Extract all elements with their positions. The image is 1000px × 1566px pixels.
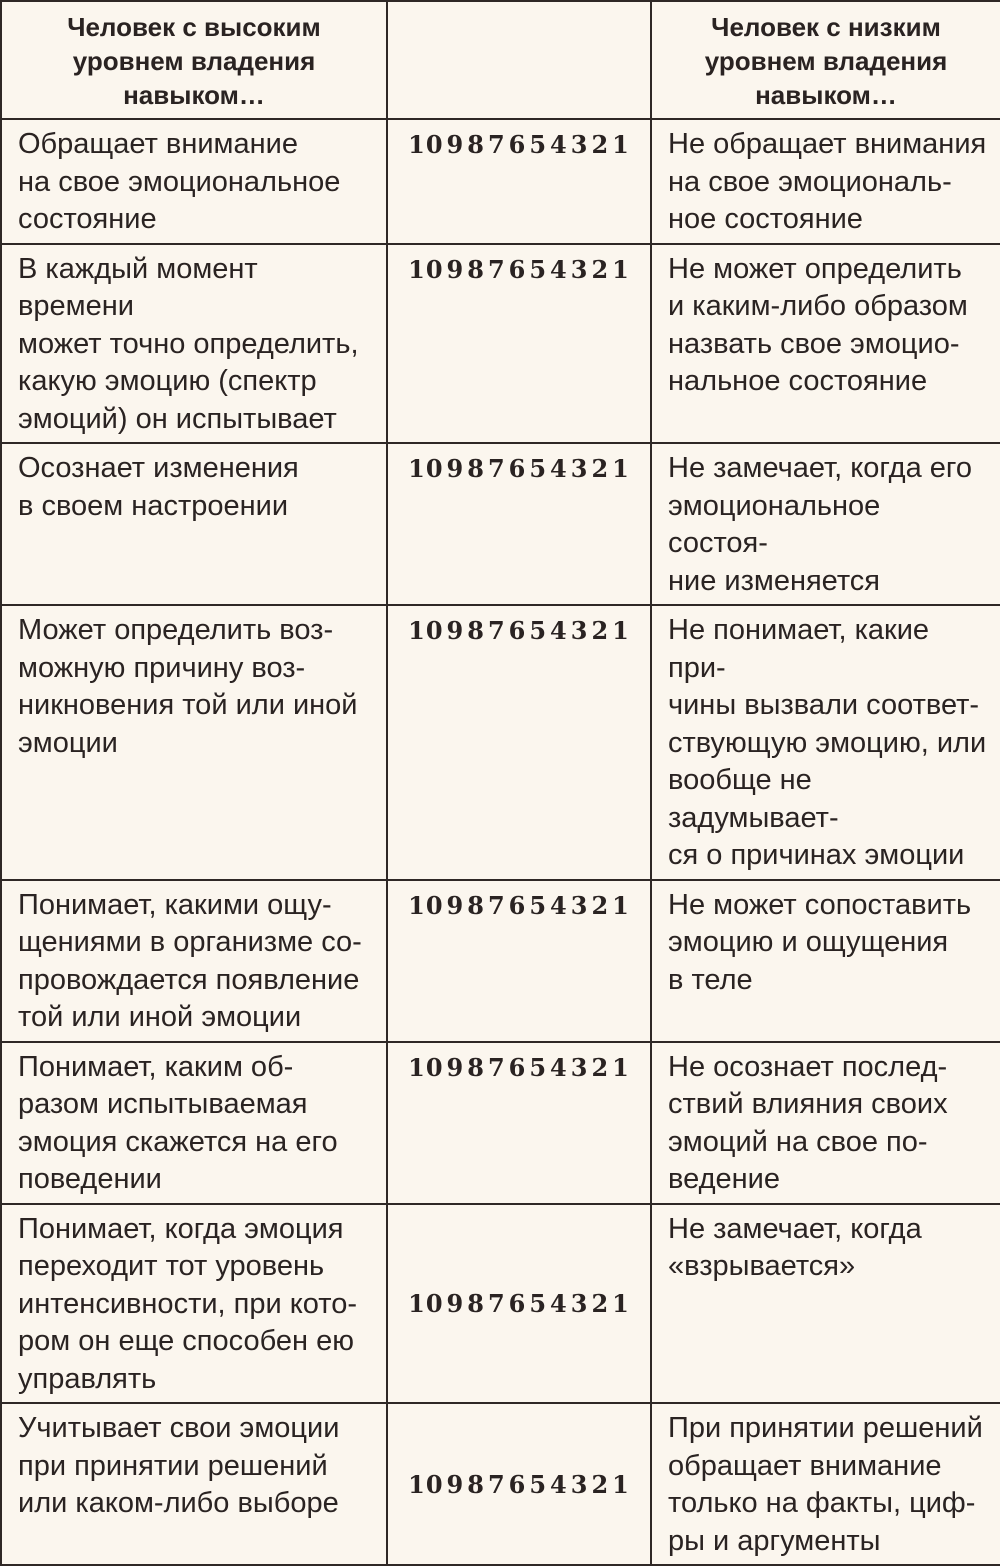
scale-value[interactable]: 8 (467, 254, 485, 284)
scale-value[interactable]: 5 (529, 890, 548, 920)
scale-value[interactable]: 7 (487, 1288, 506, 1318)
header-low-skill: Человек с низким уровнем владения навыком… (651, 1, 1000, 119)
scale-value[interactable]: 1 (612, 130, 630, 159)
scale-value[interactable]: 7 (487, 130, 506, 159)
scale-value[interactable]: 4 (550, 454, 568, 483)
scale-value[interactable]: 8 (467, 1288, 485, 1318)
scale-value[interactable]: 6 (508, 130, 527, 159)
rating-scale[interactable] (387, 880, 651, 1042)
scale-value[interactable]: 2 (591, 890, 610, 920)
low-skill-description: Не может сопоставить эмоцию и ощущения в теле (651, 880, 1000, 1042)
rating-scale[interactable] (387, 1042, 651, 1204)
scale-value[interactable]: 1 (612, 1288, 630, 1318)
table-row (1, 880, 1000, 1042)
scale-value[interactable]: 3 (570, 1288, 589, 1318)
rating-scale[interactable] (387, 1204, 651, 1404)
high-skill-description: Понимает, какими ощу- щениями в организме со- провождается появление той или иной эмоции (1, 880, 387, 1042)
scale-value[interactable]: 7 (487, 616, 506, 645)
scale-value[interactable]: 8 (467, 616, 485, 645)
scale-value[interactable]: 5 (529, 616, 548, 645)
table-row (1, 244, 1000, 444)
scale-value[interactable]: 4 (550, 890, 568, 920)
low-skill-description: Не осознает послед- ствий влияния своих эмоций на свое по- ведение (651, 1042, 1000, 1204)
low-skill-description: Не замечает, когда его эмоциональное состоя- ние изменяется (651, 443, 1000, 605)
scale-value[interactable]: 3 (570, 616, 589, 645)
scale-value[interactable]: 1 (612, 454, 630, 483)
scale-value[interactable]: 2 (591, 454, 610, 483)
table-row (1, 1204, 1000, 1404)
table-header-row (1, 1, 1000, 119)
table-row (1, 1042, 1000, 1204)
scale-value[interactable]: 8 (467, 1469, 485, 1499)
scale-value[interactable]: 4 (550, 1288, 568, 1318)
scale-value[interactable]: 9 (446, 254, 465, 284)
scale-value[interactable]: 10 (408, 1052, 444, 1082)
table-row (1, 119, 1000, 244)
scale-value[interactable]: 5 (529, 1288, 548, 1318)
scale-value[interactable]: 5 (529, 1469, 548, 1499)
scale-value[interactable]: 5 (529, 454, 548, 483)
scale-value[interactable]: 2 (591, 254, 610, 284)
low-skill-description: Не замечает, когда «взрывается» (651, 1204, 1000, 1404)
high-skill-description: В каждый момент времени может точно определить, какую эмоцию (спектр эмоций) он испытывает (1, 244, 387, 444)
scale-value[interactable]: 6 (508, 1288, 527, 1318)
high-skill-description: Понимает, каким об- разом испытываемая эмоция скажется на его поведении (1, 1042, 387, 1204)
scale-value[interactable]: 4 (550, 1469, 568, 1499)
scale-value[interactable]: 1 (612, 616, 630, 645)
scale-value[interactable]: 9 (446, 1469, 465, 1499)
scale-value[interactable]: 6 (508, 616, 527, 645)
scale-value[interactable]: 9 (446, 616, 465, 645)
scale-value[interactable]: 9 (446, 1288, 465, 1318)
scale-value[interactable]: 5 (529, 1052, 548, 1082)
scale-value[interactable]: 2 (591, 1469, 610, 1499)
scale-value[interactable]: 4 (550, 616, 568, 645)
scale-value[interactable]: 10 (408, 1288, 444, 1318)
rating-scale[interactable] (387, 605, 651, 880)
low-skill-description: При принятии решений обращает внимание только на факты, циф- ры и аргументы (651, 1403, 1000, 1565)
scale-value[interactable]: 9 (446, 130, 465, 159)
table-row (1, 605, 1000, 880)
scale-value[interactable]: 7 (487, 1052, 506, 1082)
scale-value[interactable]: 10 (408, 130, 444, 159)
high-skill-description: Может определить воз- можную причину воз- никновения той или иной эмоции (1, 605, 387, 880)
scale-value[interactable]: 10 (408, 890, 444, 920)
scale-value[interactable]: 5 (529, 130, 548, 159)
scale-value[interactable]: 6 (508, 1469, 527, 1499)
scale-value[interactable]: 8 (467, 454, 485, 483)
scale-value[interactable]: 2 (591, 1288, 610, 1318)
low-skill-description: Не обращает внимания на свое эмоциональ- ное состояние (651, 119, 1000, 244)
scale-value[interactable]: 7 (487, 254, 506, 284)
scale-value[interactable]: 2 (591, 616, 610, 645)
rating-scale[interactable] (387, 1403, 651, 1565)
scale-value[interactable]: 7 (487, 454, 506, 483)
scale-value[interactable]: 3 (570, 254, 589, 284)
scale-value[interactable]: 1 (612, 1052, 630, 1082)
scale-value[interactable]: 3 (570, 1052, 589, 1082)
low-skill-description: Не может определить и каким-либо образом назвать свое эмоцио- нальное состояние (651, 244, 1000, 444)
scale-value[interactable]: 10 (408, 254, 444, 284)
scale-value[interactable]: 6 (508, 254, 527, 284)
scale-value[interactable]: 9 (446, 890, 465, 920)
scale-value[interactable]: 1 (612, 254, 630, 284)
table-row (1, 1403, 1000, 1565)
scale-value[interactable]: 5 (529, 254, 548, 284)
scale-value[interactable]: 6 (508, 1052, 527, 1082)
scale-value[interactable]: 3 (570, 454, 589, 483)
header-high-skill: Человек с высоким уровнем владения навыком… (1, 1, 387, 119)
scale-value[interactable]: 4 (550, 254, 568, 284)
scale-value[interactable]: 3 (570, 1469, 589, 1499)
scale-value[interactable]: 3 (570, 130, 589, 159)
scale-value[interactable]: 4 (550, 1052, 568, 1082)
high-skill-description: Осознает изменения в своем настроении (1, 443, 387, 605)
scale-value[interactable]: 3 (570, 890, 589, 920)
scale-value[interactable]: 8 (467, 130, 485, 159)
table-row (1, 443, 1000, 605)
scale-value[interactable]: 1 (612, 1469, 630, 1499)
low-skill-description: Не понимает, какие при- чины вызвали соответ- ствующую эмоцию, или вообще не задумывает- ся о причинах эмоции (651, 605, 1000, 880)
high-skill-description: Обращает внимание на свое эмоциональное состояние (1, 119, 387, 244)
scale-value[interactable]: 8 (467, 890, 485, 920)
scale-value[interactable]: 1 (612, 890, 630, 920)
scale-value[interactable]: 10 (408, 454, 444, 483)
rating-scale[interactable] (387, 119, 651, 244)
scale-value[interactable]: 8 (467, 1052, 485, 1082)
scale-value[interactable]: 7 (487, 890, 506, 920)
high-skill-description: Учитывает свои эмоции при принятии решений или каком-либо выборе (1, 1403, 387, 1565)
high-skill-description: Понимает, когда эмоция переходит тот уровень интенсивности, при кото- ром он еще способен ею управлять (1, 1204, 387, 1404)
scale-value[interactable]: 6 (508, 890, 527, 920)
scale-value[interactable]: 7 (487, 1469, 506, 1499)
scale-value[interactable]: 4 (550, 130, 568, 159)
scale-value[interactable]: 2 (591, 1052, 610, 1082)
scale-value[interactable]: 9 (446, 1052, 465, 1082)
scale-value[interactable]: 9 (446, 454, 465, 483)
rating-scale[interactable] (387, 244, 651, 444)
header-scale (387, 1, 651, 119)
scale-value[interactable]: 10 (408, 1469, 444, 1499)
scale-value[interactable]: 6 (508, 454, 527, 483)
rating-scale[interactable] (387, 443, 651, 605)
scale-value[interactable]: 2 (591, 130, 610, 159)
scale-value[interactable]: 10 (408, 616, 444, 645)
